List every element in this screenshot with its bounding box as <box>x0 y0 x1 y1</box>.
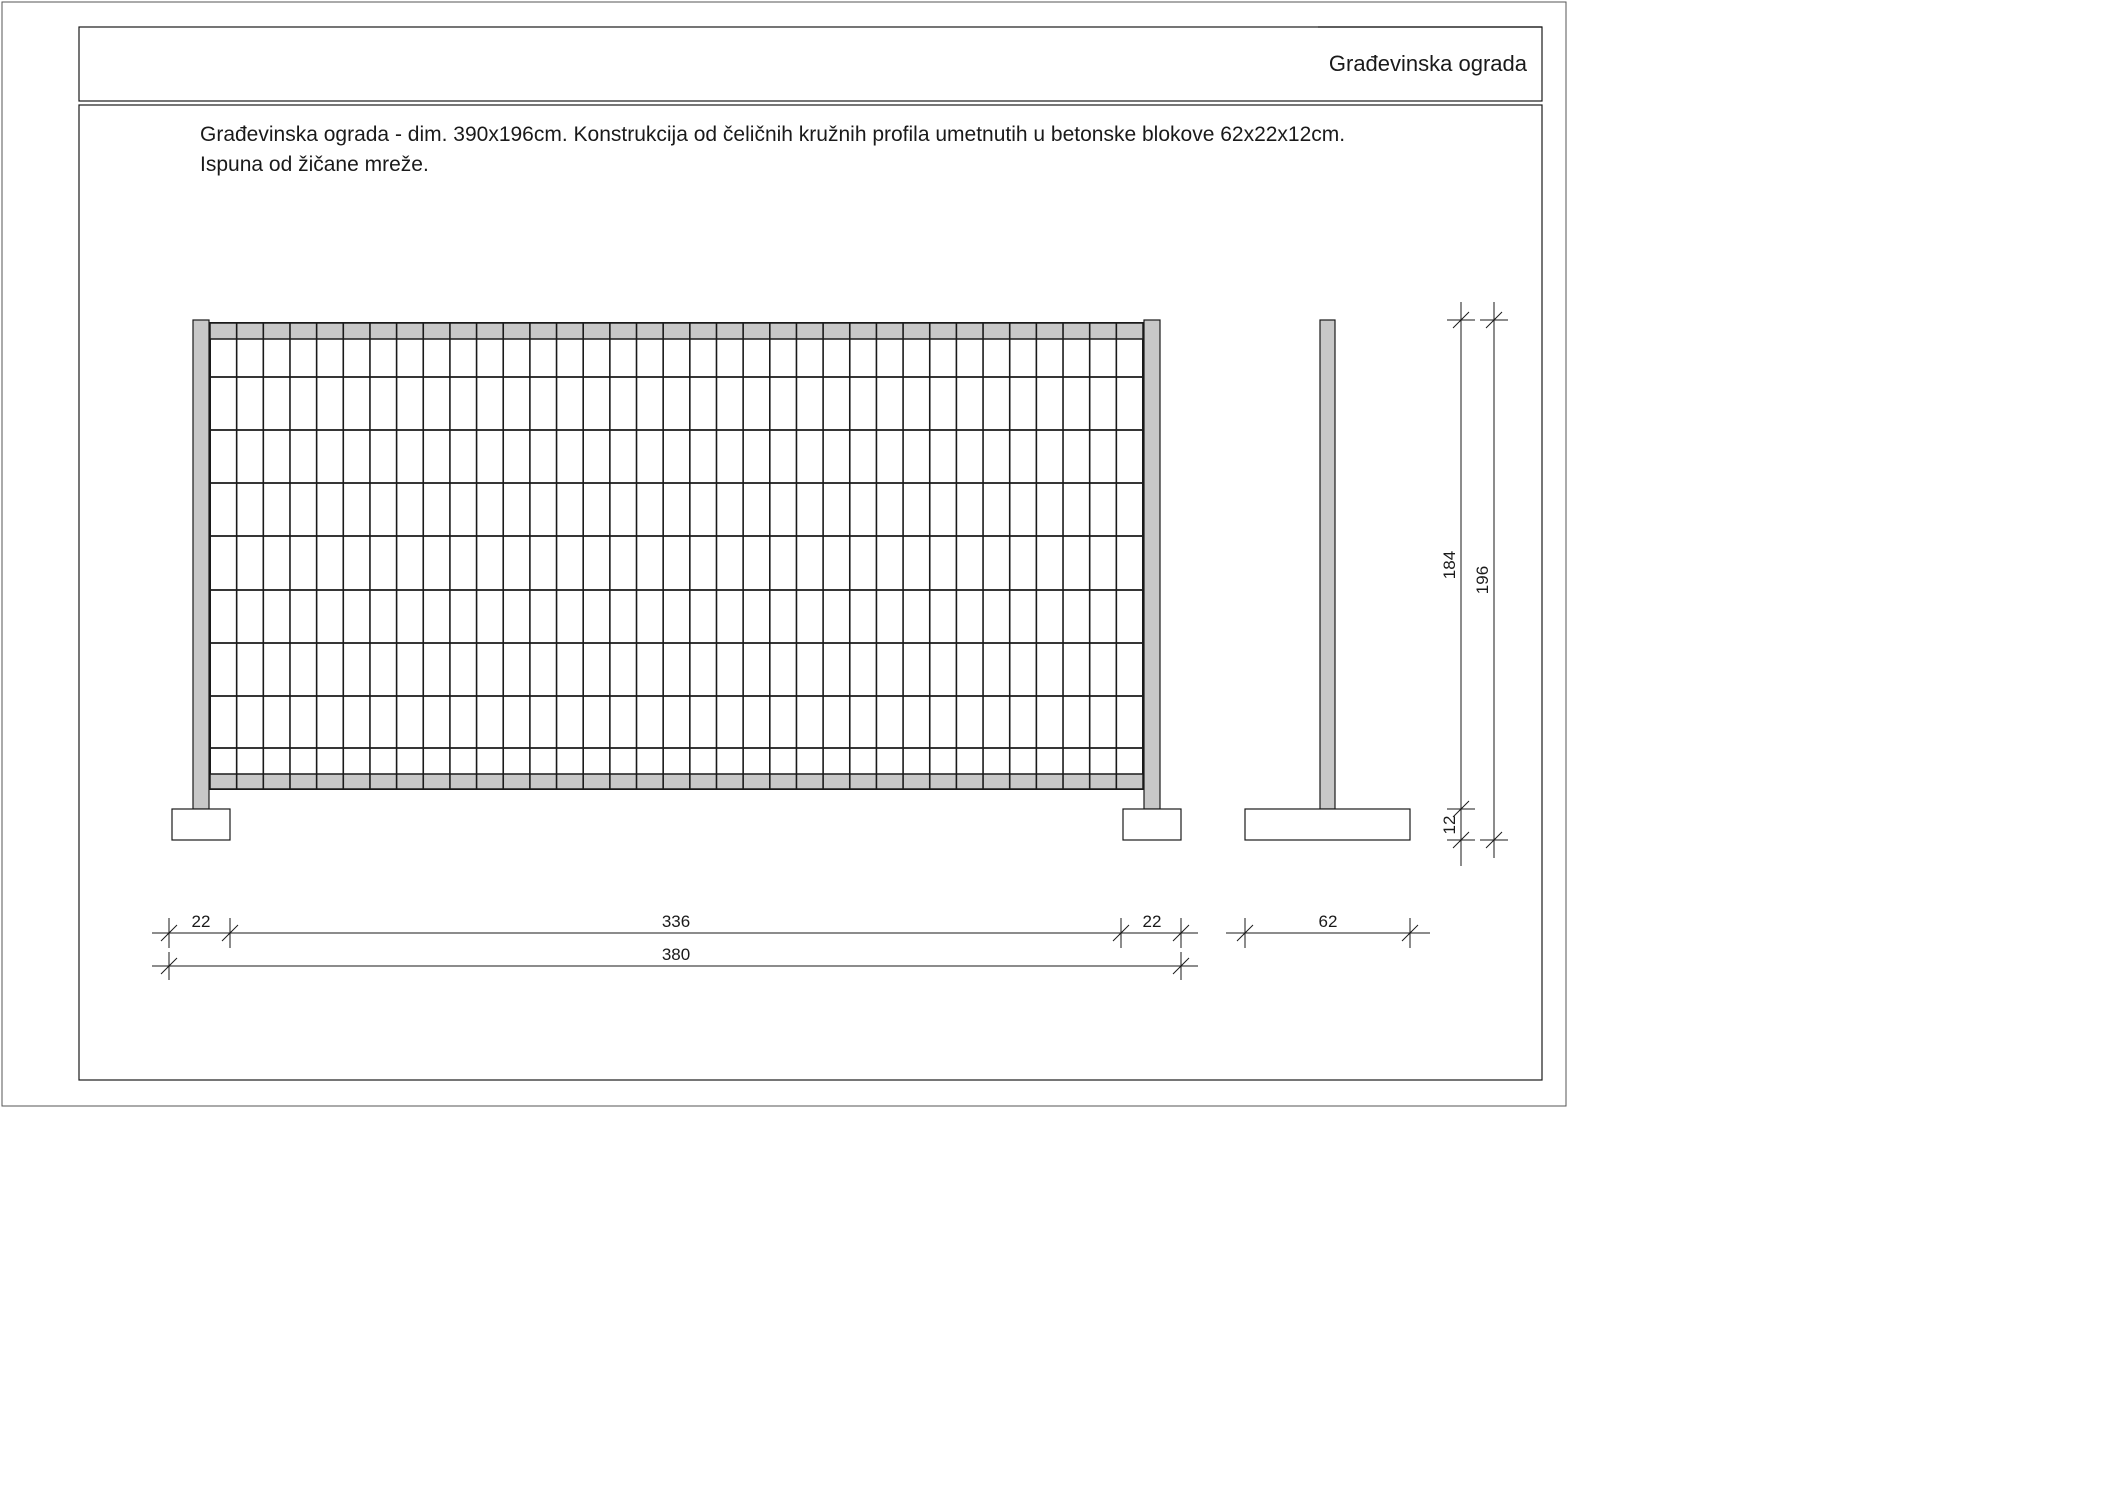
dim-total-length: 380 <box>661 945 691 964</box>
dim-right-post: 22 <box>1142 912 1162 931</box>
dim-block-length: 62 <box>1318 912 1338 931</box>
front-view <box>172 320 1181 840</box>
side-concrete-block <box>1245 809 1410 840</box>
right-post <box>1144 320 1160 809</box>
bottom-rail <box>210 774 1143 789</box>
dim-panel: 336 <box>661 912 691 931</box>
side-view <box>1245 320 1410 840</box>
dim-block-height: 12 <box>1440 815 1459 835</box>
description-line-2: Ispuna od žičane mreže. <box>200 153 429 176</box>
wire-mesh <box>210 323 1143 789</box>
mesh-frame <box>210 323 1143 789</box>
dim-total-height: 196 <box>1473 565 1492 595</box>
left-concrete-block <box>172 809 230 840</box>
description-line-1: Građevinska ograda - dim. 390x196cm. Konstrukcija od čeličnih kružnih profila umetnutih u betonske blokove 62x22x12cm. <box>200 123 1346 146</box>
drawing-title: Građevinska ograda <box>1328 51 1527 76</box>
top-rail <box>210 323 1143 339</box>
right-concrete-block <box>1123 809 1181 840</box>
dim-post-height: 184 <box>1440 550 1459 580</box>
side-post <box>1320 320 1335 809</box>
dim-left-post: 22 <box>191 912 211 931</box>
left-post <box>193 320 209 809</box>
title-block <box>79 27 1542 101</box>
